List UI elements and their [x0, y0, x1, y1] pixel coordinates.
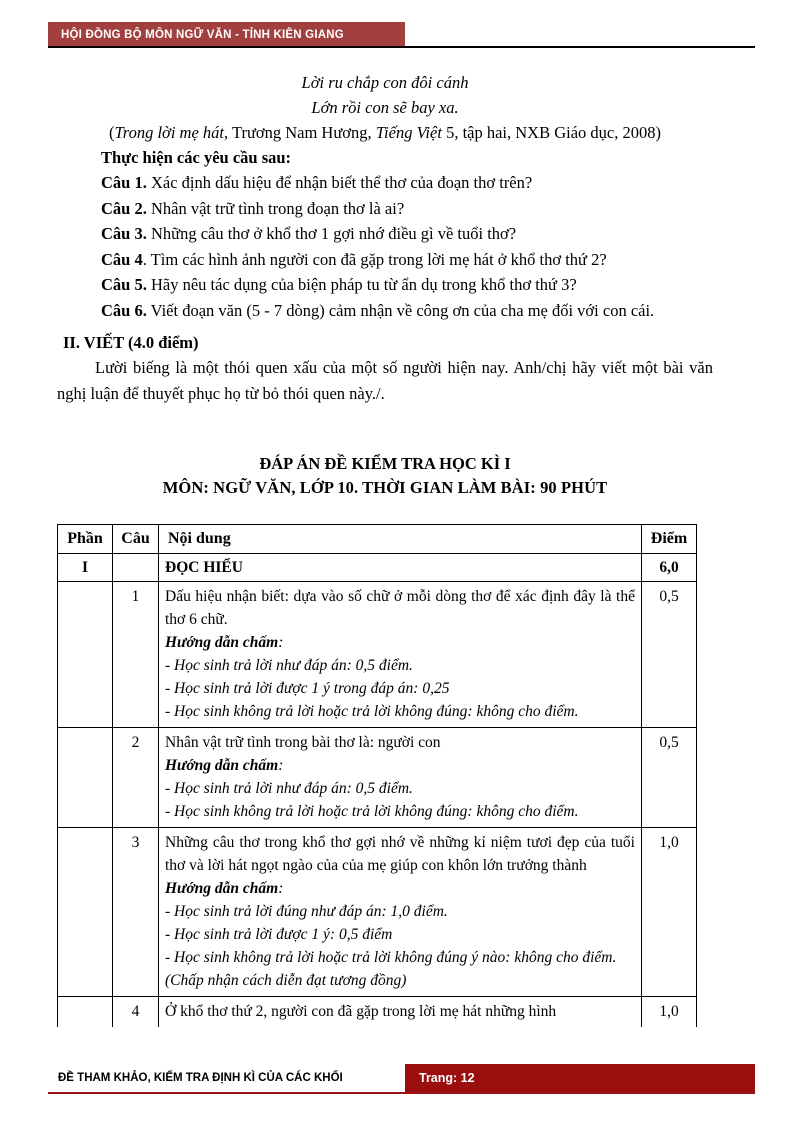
writing-section-prompt: Lười biếng là một thói quen xấu của một số người hiện nay. Anh/chị hãy viết một bài văn nghị luận để thuyết phục họ từ bỏ thói quen này./.	[57, 358, 713, 403]
header-banner	[48, 22, 405, 48]
guide-heading-label: Hướng dẫn chấm	[165, 757, 279, 774]
question-list	[57, 170, 713, 323]
cell-cau	[113, 554, 159, 582]
column-header-noi-dung: Nội dung	[159, 525, 642, 554]
cell-diem: 1,0	[642, 828, 697, 997]
cell-diem: 0,5	[642, 728, 697, 828]
question-label: Câu 2.	[101, 198, 147, 218]
poem-citation	[57, 120, 713, 145]
guide-note: (Chấp nhận cách diễn đạt tương đồng)	[165, 972, 407, 989]
header-banner-text: HỘI ĐỒNG BỘ MÔN NGỮ VĂN - TỈNH KIÊN GIANG	[61, 29, 344, 41]
cell-noi-dung	[159, 997, 642, 1028]
guide-heading	[165, 631, 635, 654]
citation-open-paren: (	[109, 123, 115, 142]
cell-noi-dung	[159, 828, 642, 997]
answer-text: Ở khổ thơ thứ 2, người con đã gặp trong lời mẹ hát những hình	[165, 1003, 557, 1020]
answer-text: Những câu thơ trong khổ thơ gợi nhớ về những kỉ niệm tươi đẹp của tuổi thơ và lời hát ngọt ngào của của mẹ giúp con khôn lớn trưởng thành	[165, 834, 635, 874]
cell-phan	[58, 582, 113, 728]
guide-heading-label: Hướng dẫn chấm	[165, 634, 279, 651]
cell-phan: I	[58, 554, 113, 582]
guide-heading-label: Hướng dẫn chấm	[165, 880, 279, 897]
cell-cau: 2	[113, 728, 159, 828]
table-row	[58, 997, 697, 1028]
cell-cau: 4	[113, 997, 159, 1028]
table-row	[58, 554, 697, 582]
cell-noi-dung	[159, 582, 642, 728]
answer-key-table	[57, 524, 697, 1027]
guide-heading	[165, 754, 635, 777]
question-label: Câu 6.	[101, 300, 147, 320]
question-label: Câu 3.	[101, 224, 147, 243]
guide-item: - Học sinh trả lời đúng như đáp án: 1,0 điểm.	[165, 903, 448, 920]
table-row	[58, 828, 697, 997]
answer-key-title	[57, 452, 713, 500]
footer-rule	[48, 1092, 755, 1094]
guide-item: - Học sinh trả lời được 1 ý trong đáp án: 0,25	[165, 680, 450, 697]
page-header	[48, 22, 755, 48]
answer-text: Dấu hiệu nhận biết: dựa vào số chữ ở mỗi dòng thơ để xác định đây là thể thơ 6 chữ.	[165, 588, 635, 628]
question-label: Câu 4	[101, 249, 143, 269]
question-item	[57, 221, 713, 247]
writing-section-heading: II. VIẾT (4.0 điểm)	[63, 333, 199, 352]
citation-tail: 5, tập hai, NXB Giáo dục, 2008)	[441, 123, 661, 142]
cell-diem: 1,0	[642, 997, 697, 1028]
cell-phan	[58, 828, 113, 997]
cell-diem: 6,0	[642, 554, 697, 582]
answer-text: Nhân vật trữ tình trong bài thơ là: người con	[165, 734, 441, 751]
question-text: . Tìm các hình ảnh người con đã gặp trong lời mẹ hát ở khổ thơ thứ 2?	[142, 249, 607, 269]
document-body	[57, 70, 713, 1027]
question-text: Hãy nêu tác dụng của biện pháp tu từ ẩn dụ trong khổ thơ thứ 3?	[146, 275, 577, 294]
guide-heading-colon: :	[278, 880, 284, 897]
table-row	[58, 728, 697, 828]
question-text: Những câu thơ ở khổ thơ 1 gợi nhớ điều gì về tuổi thơ?	[146, 224, 517, 243]
column-header-diem: Điểm	[642, 525, 697, 554]
guide-item: - Học sinh không trả lời hoặc trả lời không đúng: không cho điểm.	[165, 703, 579, 720]
question-item	[57, 298, 713, 324]
cell-phan	[58, 728, 113, 828]
answer-key-title-line2: MÔN: NGỮ VĂN, LỚP 10. THỜI GIAN LÀM BÀI: 90 PHÚT	[162, 478, 608, 497]
guide-item: - Học sinh trả lời như đáp án: 0,5 điểm.	[165, 657, 413, 674]
cell-cau: 3	[113, 828, 159, 997]
page-footer	[48, 1064, 755, 1094]
poem-excerpt	[57, 70, 713, 120]
instruction-line: Thực hiện các yêu cầu sau:	[101, 148, 292, 167]
footer-left-text: ĐỀ THAM KHẢO, KIỂM TRA ĐỊNH KÌ CỦA CÁC KHỐI	[58, 1072, 343, 1084]
question-text: Xác định dấu hiệu để nhận biết thể thơ của đoạn thơ trên?	[146, 173, 533, 192]
citation-middle: , Trương Nam Hương,	[224, 123, 376, 142]
cell-noi-dung: ĐỌC HIỂU	[159, 554, 642, 582]
page-number-label: Trang: 12	[419, 1071, 475, 1085]
column-header-cau: Câu	[113, 525, 159, 554]
question-text: Nhân vật trữ tình trong đoạn thơ là ai?	[146, 198, 405, 218]
table-row	[58, 582, 697, 728]
poem-line: Lớn rồi con sẽ bay xa.	[311, 98, 459, 117]
citation-work-title: Trong lời mẹ hát	[114, 123, 224, 142]
guide-item: - Học sinh không trả lời hoặc trả lời không đúng ý nào: không cho điểm.	[165, 949, 617, 966]
header-rule	[48, 46, 755, 48]
cell-noi-dung	[159, 728, 642, 828]
table-header-row	[58, 525, 697, 554]
guide-heading-colon: :	[278, 634, 284, 651]
question-item	[57, 272, 713, 298]
question-text: Viết đoạn văn (5 - 7 dòng) cảm nhận về công ơn của cha mẹ đối với con cái.	[146, 300, 655, 320]
cell-cau: 1	[113, 582, 159, 728]
cell-phan	[58, 997, 113, 1028]
guide-heading-colon: :	[278, 757, 284, 774]
footer-page-band	[405, 1064, 755, 1092]
guide-item: - Học sinh trả lời được 1 ý: 0,5 điểm	[165, 926, 393, 943]
question-item	[57, 247, 713, 273]
question-item	[57, 196, 713, 222]
column-header-phan: Phần	[58, 525, 113, 554]
answer-key-title-line1: ĐÁP ÁN ĐỀ KIỂM TRA HỌC KÌ I	[259, 454, 511, 473]
guide-item: - Học sinh trả lời như đáp án: 0,5 điểm.	[165, 780, 413, 797]
question-label: Câu 5.	[101, 275, 147, 294]
citation-book-title: Tiếng Việt	[375, 123, 442, 142]
cell-diem: 0,5	[642, 582, 697, 728]
question-label: Câu 1.	[101, 173, 147, 192]
guide-heading	[165, 877, 635, 900]
poem-line: Lời ru chắp con đôi cánh	[301, 73, 469, 92]
guide-item: - Học sinh không trả lời hoặc trả lời không đúng: không cho điểm.	[165, 803, 579, 820]
question-item	[57, 170, 713, 196]
